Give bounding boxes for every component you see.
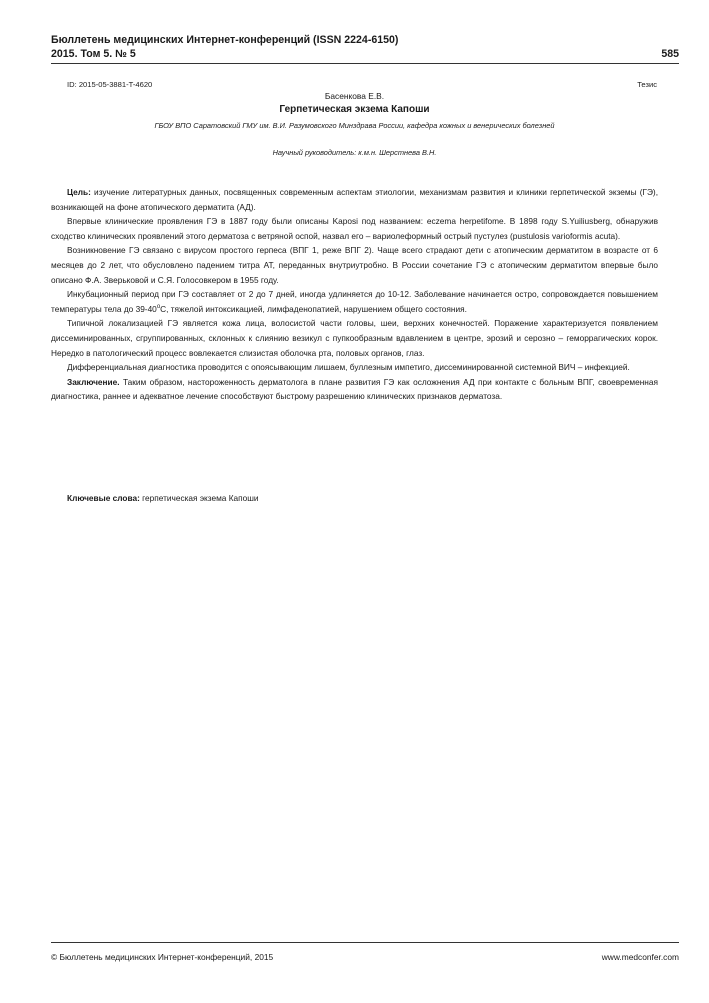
goal-label: Цель: [67,187,91,197]
keywords-label: Ключевые слова: [67,493,140,503]
article-type: Тезис [637,80,657,89]
paragraph-localization: Типичной локализацией ГЭ является кожа лица, волосистой части головы, шеи, верхних конечностей. Поражение характеризуется появлением диссеминированных, сгруппированных, склонных к слиянию везикул с пупкообразным вдавлением в центре, эрозий и серозно – геморрагических корок. Нередко в патологический процесс вовлекается слизистая оболочка рта, половых органов, глаз. [51,318,658,358]
article-author: Басенкова Е.В. [324,91,385,101]
degree-superscript: o [156,303,161,310]
article-affiliation: ГБОУ ВПО Саратовский ГМУ им. В.И. Разумовского Минздрава России, кафедра кожных и венерических болезней [154,121,555,130]
article-body [51,185,658,404]
footer-website: www.medconfer.com [601,952,679,962]
paragraph-history: Впервые клинические проявления ГЭ в 1887 году были описаны Kaposi под названием: eczema herpetifome. В 1898 году S.Yuiliusberg, обнаружив сходство клинических проявлений этого дерматоза с ветряной оспой, назвал его – вариолеформный острый пустулез (pustulosis varioformis acuta). [51,216,658,241]
footer-copyright: © Бюллетень медицинских Интернет-конференций, 2015 [51,952,274,962]
header-divider [51,63,679,64]
journal-issue: 2015. Том 5. № 5 [51,48,136,60]
keywords-text: герпетическая экзема Капоши [139,493,259,503]
paragraph-etiology: Возникновение ГЭ связано с вирусом простого герпеса (ВПГ 1, реже ВПГ 2). Чаще всего страдают дети с атопическим дерматитом в возрасте от 6 месяцев до 2 лет, что обусловлено падением титра АТ, переданных внутриутробно. В России сочетание ГЭ с атопическим дерматитом впервые было описано Ф.А. Зверьковой и С.Я. Голосовкером в 1955 году. [51,245,658,285]
page-number: 585 [661,48,679,60]
incubation-text-b: С, тяжелой интоксикацией, лимфаденопатией, нарушением общего состояния. [160,303,467,314]
paragraph-diagnosis: Дифференциальная диагностика проводится с опоясывающим лишаем, буллезным импетиго, диссеминированной системной ВИЧ – инфекцией. [67,362,630,373]
footer-divider [51,942,679,943]
paragraph-conclusion [51,375,658,404]
article-id: ID: 2015-05-3881-T-4620 [67,80,153,89]
scientific-advisor: Научный руководитель: к.м.н. Шерстнева В.Н. [272,148,437,157]
article-title: Герпетическая экзема Капоши [279,104,430,115]
journal-title: Бюллетень медицинских Интернет-конференций (ISSN 2224-6150) [51,34,399,46]
paragraph-goal [51,185,658,214]
journal-header [51,33,398,61]
goal-text: изучение литературных данных, посвященных современным аспектам этиологии, механизмам развития и клиники герпетической экземы (ГЭ), возникающей на фоне атопического дерматита (АД). [51,187,658,212]
conclusion-label: Заключение. [67,376,120,387]
incubation-text-a: Инкубационный период при ГЭ составляет от 2 до 7 дней, иногда удлиняется до 10-12. Заболевание начинается остро, сопровождается повышением температуры тела до 39-40 [51,289,658,314]
keywords [67,493,259,503]
paragraph-incubation [51,287,658,316]
conclusion-text: Таким образом, настороженность дерматолога в плане развития ГЭ как осложнения АД при контакте с больным ВПГ, своевременная диагностика, раннее и адекватное лечение способствуют быстрому разрешению клинических признаков дерматоза. [51,376,658,402]
